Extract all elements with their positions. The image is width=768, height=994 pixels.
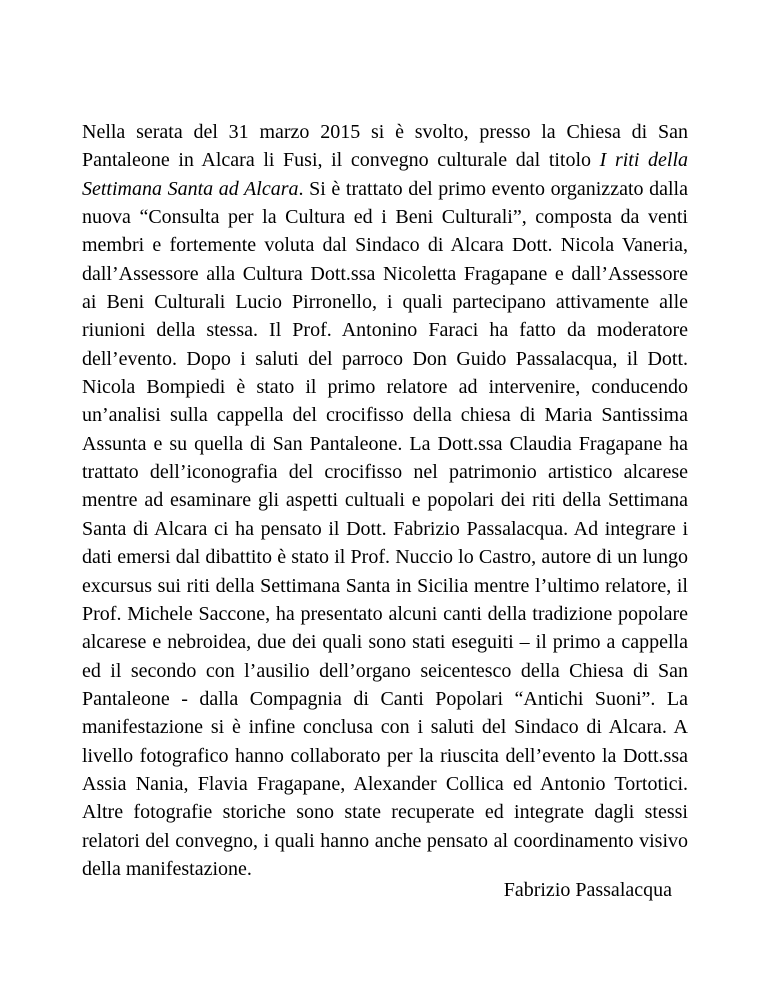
author-signature: Fabrizio Passalacqua bbox=[503, 879, 672, 901]
article-text-body: . Si è trattato del primo evento organizzato dalla nuova “Consulta per la Cultura ed i Beni Culturali”, composta da venti membri e fortemente voluta dal Sindaco di Alcara Dott. Nicola Vaneria, dall’Assessore alla Cultura Dott.ssa Nicoletta Fragapane e dall’Assessore ai Beni Culturali Lucio Pirronello, i quali partecipano attivamente alle riunioni della stessa. Il Prof. Antonino Faraci ha fatto da moderatore dell’evento. Dopo i saluti del parroco Don Guido Passalacqua, il Dott. Nicola Bompiedi è stato il primo relatore ad intervenire, conducendo un’analisi sulla cappella del crocifisso della chiesa di Maria Santissima Assunta e su quella di San Pantaleone. La Dott.ssa Claudia Fragapane ha trattato dell’iconografia del crocifisso nel patrimonio artistico alcarese mentre ad esaminare gli aspetti cultuali e popolari dei riti della Settimana Santa di Alcara ci ha pensato il Dott. Fabrizio Passalacqua. Ad integrare i dati emersi dal dibattito è stato il Prof. Nuccio lo Castro, autore di un lungo excursus sui riti della Settimana Santa in Sicilia mentre l’ultimo relatore, il Prof. Michele Saccone, ha presentato alcuni canti della tradizione popolare alcarese e nebroidea, due dei quali sono stati eseguiti – il primo a cappella ed il secondo con l’ausilio dell’organo seicentesco della Chiesa di San Pantaleone - dalla Compagnia di Canti Popolari “Antichi Suoni”. La manifestazione si è infine conclusa con i saluti del Sindaco di Alcara. A livello fotografico hanno collaborato per la riuscita dell’evento la Dott.ssa Assia Nania, Flavia Fragapane, Alexander Collica ed Antonio Tortotici. Altre fotografie storiche sono state recuperate ed integrate dagli stessi relatori del convegno, i quali hanno anche pensato al coordinamento visivo della manifestazione. bbox=[82, 177, 688, 880]
article-text-intro: Nella serata del 31 marzo 2015 si è svolto, presso la Chiesa di San Pantaleone in Alcara li Fusi, il convegno culturale dal titolo bbox=[82, 121, 688, 172]
article-paragraph bbox=[82, 118, 688, 883]
event-title: I riti della Settimana Santa ad Alcara bbox=[82, 149, 688, 200]
